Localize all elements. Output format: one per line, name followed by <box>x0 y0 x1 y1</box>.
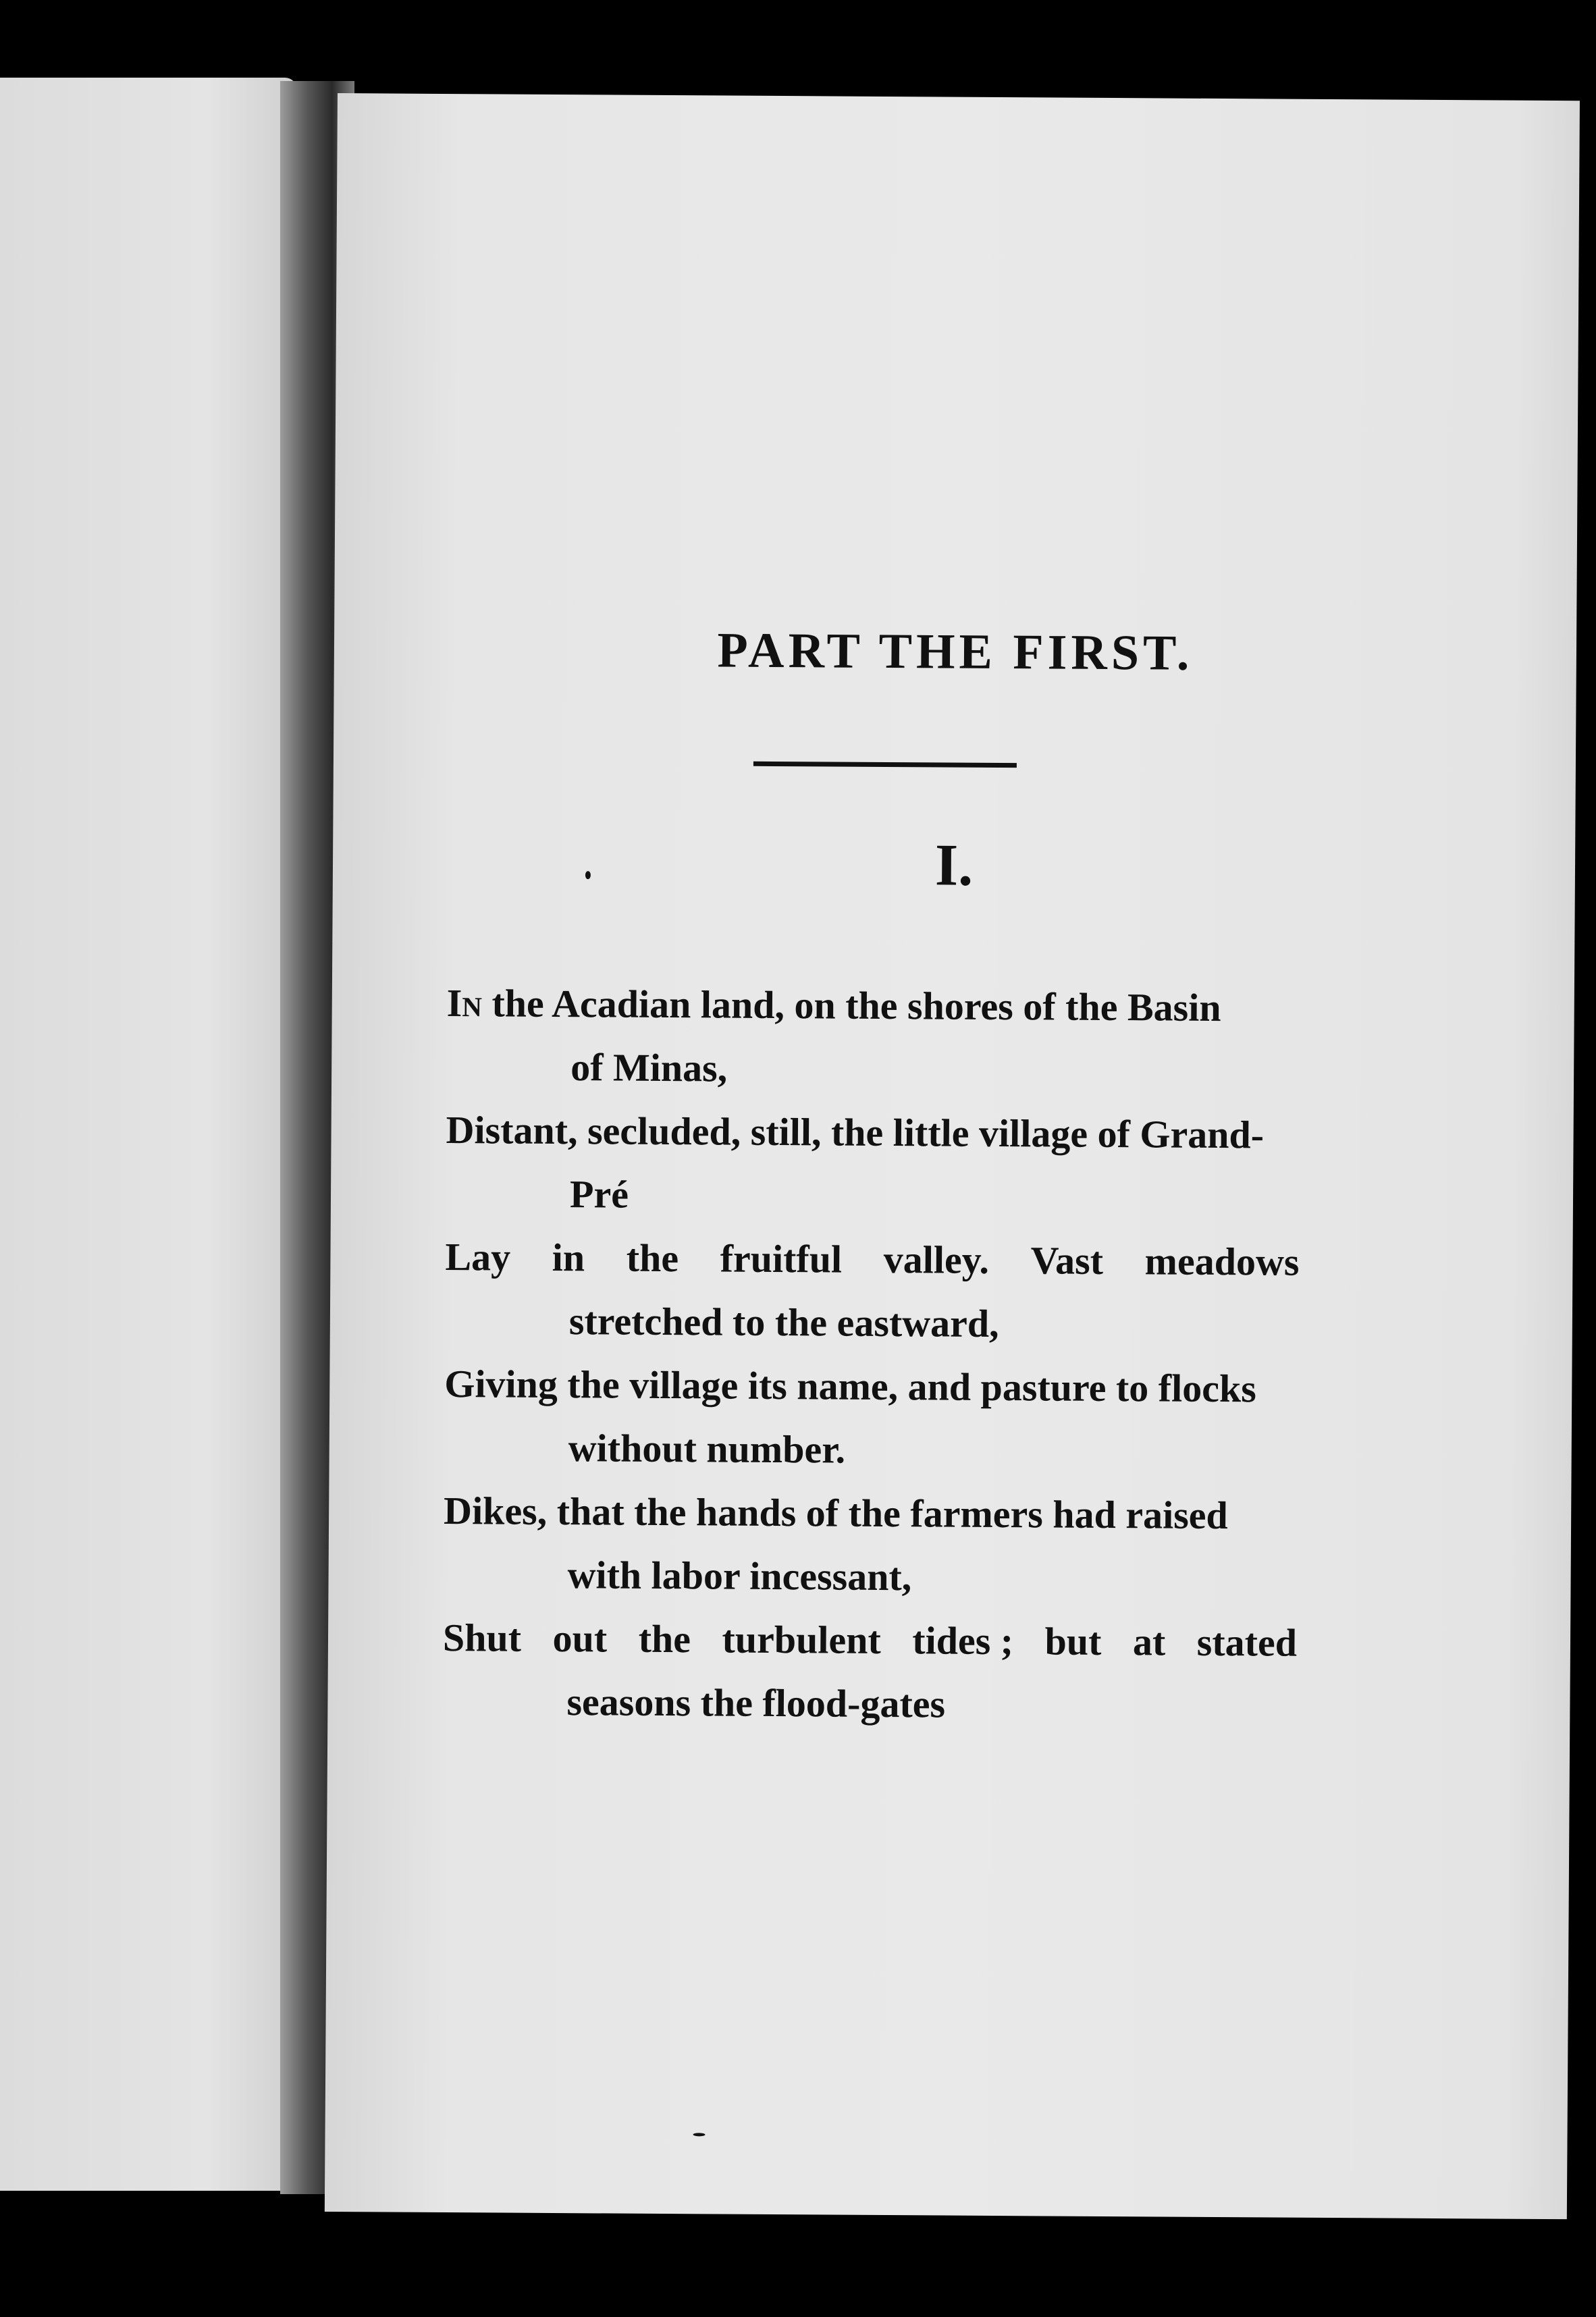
poem-line-first <box>446 971 1325 1040</box>
poem-line-continuation: without number. <box>568 1426 846 1472</box>
poem-text <box>442 971 1325 1738</box>
poem-line-2 <box>446 1098 1324 1231</box>
heading-rule <box>753 762 1017 768</box>
poem-line-first <box>445 1225 1300 1294</box>
left-page <box>0 78 297 2191</box>
ink-speck <box>585 871 591 879</box>
poem-line-first: Giving the village its name, and pasture to flocks <box>444 1362 1256 1411</box>
poem-line-continuation: with labor incessant, <box>567 1553 912 1599</box>
poem-line-first: Distant, secluded, still, the little village of Grand- <box>446 1108 1265 1157</box>
poem-word: but <box>1044 1619 1102 1663</box>
poem-word: fruitful <box>720 1236 843 1281</box>
poem-line-continuation: stretched to the eastward, <box>568 1299 999 1346</box>
poem-word: Lay <box>445 1235 511 1279</box>
poem-word: Vast <box>1030 1238 1104 1283</box>
poem-line-4 <box>444 1352 1322 1485</box>
poem-word: the <box>638 1616 691 1661</box>
poem-word: valley. <box>883 1237 990 1282</box>
poem-word: the <box>626 1235 679 1281</box>
poem-line-continuation: Pré <box>569 1172 629 1217</box>
poem-word: at <box>1132 1620 1166 1664</box>
poem-line-3 <box>445 1225 1323 1358</box>
poem-line-continuation: of Minas, <box>570 1045 728 1090</box>
right-page <box>325 93 1580 2219</box>
drop-word: In <box>446 981 483 1026</box>
poem-word: Shut <box>442 1615 522 1660</box>
poem-word: meadows <box>1144 1239 1300 1284</box>
poem-line-6 <box>442 1606 1321 1738</box>
poem-line-5 <box>443 1479 1321 1612</box>
poem-word: in <box>552 1235 585 1280</box>
poem-word: turbulent <box>722 1617 881 1662</box>
poem-word: tides ; <box>912 1618 1014 1663</box>
section-number: I. <box>934 832 974 899</box>
poem-line-first: Dikes, that the hands of the farmers had raised <box>443 1489 1228 1538</box>
poem-word: stated <box>1196 1620 1298 1665</box>
poem-line-first <box>443 1606 1298 1675</box>
ink-speck <box>693 2133 706 2136</box>
poem-line-text: the Acadian land, on the shores of the Basin <box>481 981 1221 1030</box>
part-heading: PART THE FIRST. <box>717 622 1194 681</box>
poem-line-1 <box>446 971 1325 1104</box>
poem-line-continuation: seasons the flood-gates <box>566 1680 946 1726</box>
poem-word: out <box>552 1616 608 1661</box>
